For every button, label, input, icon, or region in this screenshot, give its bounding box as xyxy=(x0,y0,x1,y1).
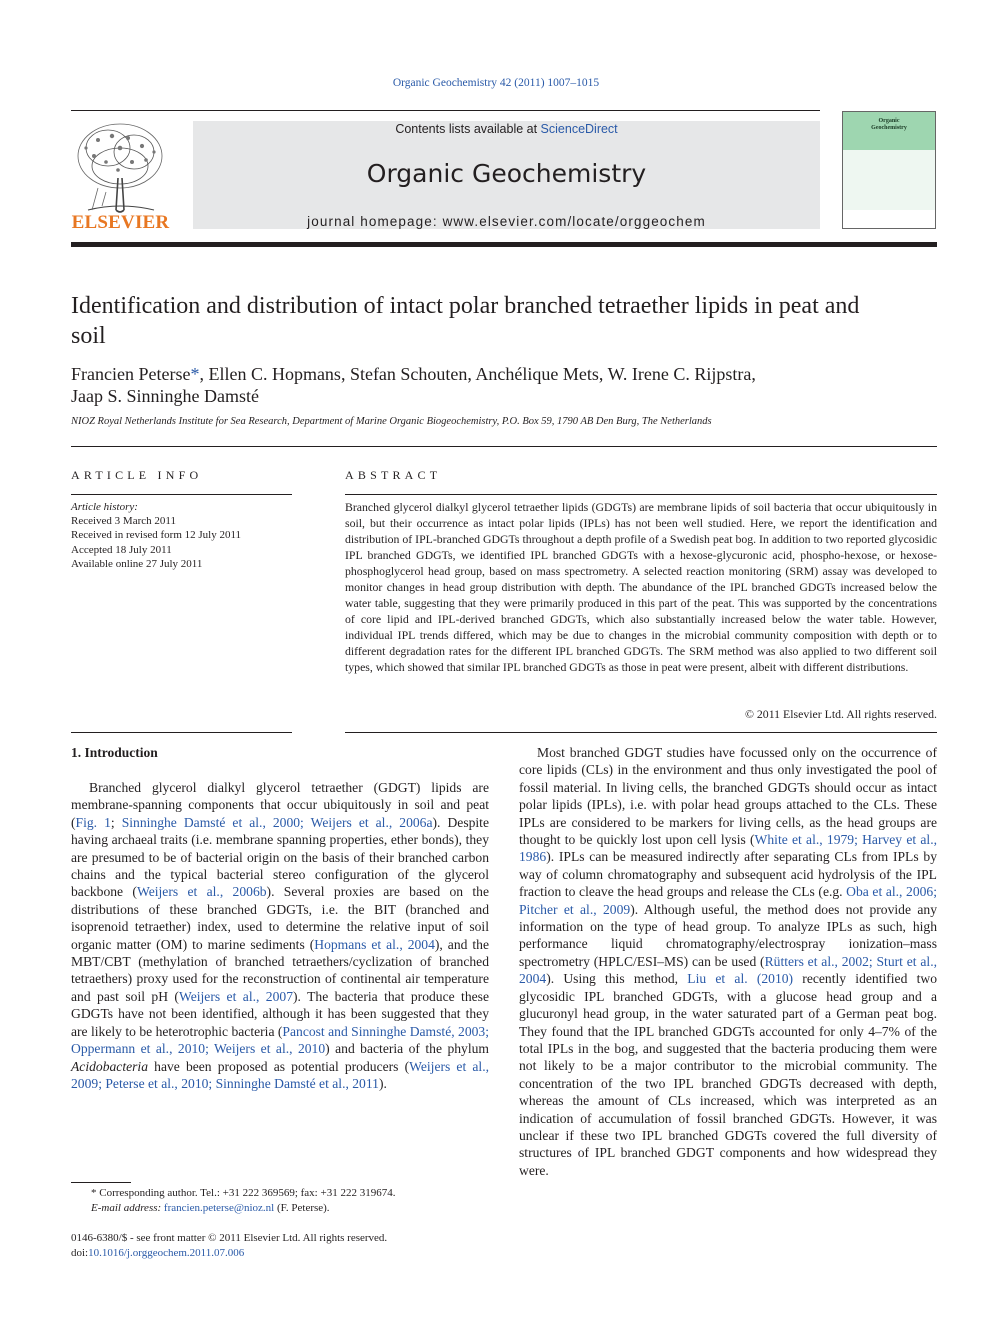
article-title: Identification and distribution of intact polar branched tetraether lipids in peat and soil xyxy=(71,293,860,349)
citation-link[interactable]: White et al., 1979; Harvey et al., 1986 xyxy=(519,832,937,865)
citation-link[interactable]: Weijers et al., 2006b xyxy=(136,884,267,900)
footnote-email xyxy=(71,1201,491,1216)
citation-link[interactable]: Rütters et al., 2002; Sturt et al., 2004 xyxy=(519,953,937,987)
article-info-label: ARTICLE INFO xyxy=(71,468,203,482)
authors-line1-rest: , Ellen C. Hopmans, Stefan Schouten, Anchélique Mets, W. Irene C. Rijpstra, xyxy=(199,364,756,384)
history-revised: Received in revised form 12 July 2011 xyxy=(71,529,242,542)
history-online: Available online 27 July 2011 xyxy=(71,557,203,570)
header-top-rule xyxy=(71,110,820,111)
front-matter xyxy=(71,1231,491,1260)
footnote-rule xyxy=(71,1182,131,1183)
authors-line2: Jaap S. Sinninghe Damsté xyxy=(71,386,259,406)
body-text: ). Despite having archaeal traits (i.e. membrane spanning properties, ether bonds), they are presumed to be of bacterial origin on the basis of their branched carbon chains and the typical bacterial stereo configuration of the glycerol backbone ( xyxy=(71,814,489,900)
history-accepted: Accepted 18 July 2011 xyxy=(71,543,172,556)
cover-title-line1: Organic xyxy=(878,118,900,124)
body-text: ; xyxy=(110,814,122,830)
abstract-rule xyxy=(345,494,937,495)
author-list xyxy=(71,363,931,407)
italic-text: Acidobacteria xyxy=(71,1058,149,1074)
footnote-corresponding xyxy=(71,1186,491,1201)
body-text: Branched glycerol dialkyl glycerol tetraether (GDGT) lipids are membrane-spanning components that occur ubiquitously in soil and peat ( xyxy=(71,780,489,830)
citation-link[interactable]: Oba et al., 2006; Pitcher et al., 2009 xyxy=(519,884,937,917)
journal-header-box xyxy=(193,121,820,229)
email-label: E-mail address: xyxy=(91,1202,162,1214)
body-text: ). The bacteria that produce these GDGTs have not been identified, although it has been suggested that they are likely to be heterotrophic bacteria ( xyxy=(71,988,489,1039)
title-divider xyxy=(71,446,937,447)
article-history xyxy=(71,500,301,571)
citation-link[interactable]: Weijers et al., 2007 xyxy=(178,988,293,1004)
citation-link[interactable]: Pancost and Sinninghe Damsté, 2003; Oppermann et al., 2010; Weijers et al., 2010 xyxy=(71,1023,489,1057)
body-text: recently identified two glycosidic IPL branched GDGTs, with a glucose head group and a glucuronyl head group, in the water saturated part of a German peat bog. They found that the IPL branched GDGTs accounted for only 4–7% of the total IPLs in the bog, and suggested that the bacteria producing them were not likely to be a major contributor to the microbial community. The concentration of the two IPL branched GDGTs decreased with depth, whereas the amount of CLs increased, which was interpreted as an indication of accumulation of fossil branched GDGTs. However, it was unclear if these two IPL branched GDGTs covered the full diversity of structures of IPL branched GDGT components and how widespread they were. xyxy=(519,971,937,1178)
citation-link[interactable]: Sinninghe Damsté et al., 2000; Weijers et al., 2006a xyxy=(121,814,433,830)
journal-cover-thumbnail[interactable] xyxy=(842,111,936,229)
cover-title-line2: Geochemistry xyxy=(871,125,907,131)
body-text: Most branched GDGT studies have focussed only on the occurrence of core lipids (CLs) in the environment and thus only investigated the pool of fossil material. In living cells, the branched GDGTs should occur as intact polar lipids (IPLs), i.e. with polar head groups attached to the CLs. These IPLs are considered to be markers for living cells, as the head groups are thought to be quickly lost upon cell lysis ( xyxy=(519,745,937,848)
citation-link[interactable]: Hopmans et al., 2004 xyxy=(314,936,435,952)
homepage-url-link[interactable]: www.elsevier.com/locate/orggeochem xyxy=(442,214,706,229)
copyright-notice: © 2011 Elsevier Ltd. All rights reserved. xyxy=(745,707,937,721)
citation-link[interactable]: Liu et al. (2010) xyxy=(687,971,794,987)
footnote xyxy=(71,1186,491,1216)
homepage-prefix: journal homepage: xyxy=(307,214,443,229)
body-text: ). IPLs can be measured indirectly after separating CLs from IPLs by way of column chromatography and subsequent acid hydrolysis of the IPL fraction to cleave the head groups and release the CLs (e.g. xyxy=(519,849,937,900)
header-thick-rule xyxy=(71,242,937,247)
abstract-text: Branched glycerol dialkyl glycerol tetraether lipids (GDGTs) are membrane lipids of soil bacteria that occur ubiquitously in soil, but their occurrence as intact polar lipids (IPLs) has not been well studied. Here, we report the identification and distribution of IPL-branched GDGTs throughout a depth profile of a Swedish peat bog. In addition to two reported glycosidic IPL branched GDGTs, we identified IPL branched GDGTs with a hexose-glycuronic acid, phospho-hexose, or hexose-phosphoglycerol head group, based on mass spectrometry. A selected reaction monitoring (SRM) assay was developed to monitor changes in head group distribution with depth. The abundance of the IPL branched GDGTs increased below the water table, suggesting that they were primarily produced in this part of the peat. This was supported by the concentrations of core lipid and IPL-derived branched GDGTs, which also substantially increased below the water table. However, individual IPL trends differed, which may be due to changes in the microbial community composition with depth or to different degradation rates for the different IPL branched GDGTs. The SRM method was also applied to two different soil types, which showed that similar IPL branched GDGTs as those in peat were present, albeit with different distributions. xyxy=(345,500,937,674)
doi-line xyxy=(71,1246,491,1261)
body-column-left xyxy=(71,779,489,1092)
section-heading-introduction: 1. Introduction xyxy=(71,745,158,760)
abstract-label: ABSTRACT xyxy=(345,468,442,482)
history-received: Received 3 March 2011 xyxy=(71,515,176,528)
article-info-rule xyxy=(71,494,292,495)
author-first: Francien Peterse xyxy=(71,364,191,384)
journal-reference[interactable]: Organic Geochemistry 42 (2011) 1007–1015 xyxy=(392,77,600,89)
citation-link[interactable]: Weijers et al., 2009; Peterse et al., 2010; Sinninghe Damsté et al., 2011 xyxy=(71,1058,489,1091)
affiliation: NIOZ Royal Netherlands Institute for Sea Research, Department of Marine Organic Biogeochemistry, P.O. Box 59, 1790 AB Den Burg, The Netherlands xyxy=(71,416,712,427)
cover-title xyxy=(843,118,935,132)
cover-bottom-band xyxy=(843,210,935,228)
body-text: ), and the MBT/CBT (methylation of branched tetraethers/cyclization of branched tetraethers) proxy used for the reconstruction of continental air temperature and past soil pH ( xyxy=(71,936,489,1004)
history-heading: Article history: xyxy=(71,501,138,513)
email-suffix: (F. Peterse). xyxy=(274,1202,330,1214)
cover-middle-area xyxy=(843,150,935,210)
body-text: ). Using this method, xyxy=(546,971,688,987)
journal-title: Organic Geochemistry xyxy=(366,159,647,188)
publisher-logo-text: ELSEVIER xyxy=(71,212,170,233)
journal-homepage-line xyxy=(193,214,820,229)
body-text: ). xyxy=(378,1075,387,1091)
footnote-star: * xyxy=(91,1187,97,1199)
body-text: ) and bacteria of the phylum xyxy=(325,1041,489,1057)
contents-prefix: Contents lists available at xyxy=(395,122,541,136)
article-info-bottom-rule xyxy=(71,732,292,733)
body-text: ). Several proxies are based on the distributions of these branched GDGTs, i.e. the BIT (branched and isoprenoid tetraether) index, used to determine the relative input of soil organic matter (OM) to marine sediments ( xyxy=(71,884,490,952)
body-column-right xyxy=(519,744,937,1179)
body-text: have been proposed as potential producers ( xyxy=(148,1058,410,1074)
citation-link[interactable]: Fig. 1 xyxy=(75,814,111,830)
doi-prefix: doi: xyxy=(71,1246,89,1259)
body-text: ). Although useful, the method does not provide any information on the type of head group. To analyze IPLs as such, high performance liquid chromatography/electrospray ionization–mass spectrometry (HPLC/ESI–MS) can be used ( xyxy=(519,901,937,969)
email-link[interactable]: francien.peterse@nioz.nl xyxy=(163,1202,275,1214)
corresponding-author-marker[interactable]: * xyxy=(190,364,200,384)
sciencedirect-link[interactable]: ScienceDirect xyxy=(540,122,618,136)
front-matter-line: 0146-6380/$ - see front matter © 2011 Elsevier Ltd. All rights reserved. xyxy=(71,1232,388,1244)
footnote-corresponding-text: Corresponding author. Tel.: +31 222 369569; fax: +31 222 319674. xyxy=(99,1187,396,1199)
abstract-bottom-rule xyxy=(345,732,937,733)
doi-link[interactable]: 10.1016/j.orggeochem.2011.07.006 xyxy=(88,1246,245,1259)
contents-line xyxy=(193,121,820,136)
